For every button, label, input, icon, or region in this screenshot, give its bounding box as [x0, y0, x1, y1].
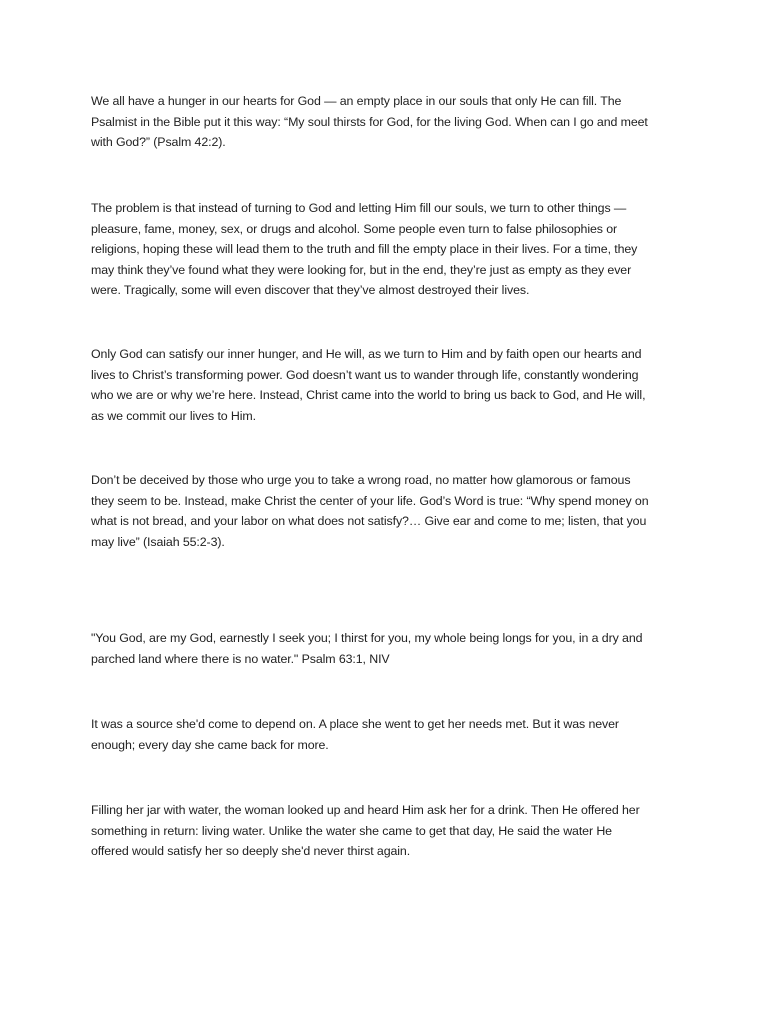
paragraph-psalm-63-quote: "You God, are my God, earnestly I seek you; I thirst for you, my whole being longs for you, in a dry and parched land where there is no water." Psalm 63:1, NIV	[91, 631, 643, 666]
paragraph-turning-to-other-things: The problem is that instead of turning to God and letting Him fill our souls, we turn to other things — pleasure, fame, money, sex, or drugs and alcohol. Some people even turn to false philosophies or religions, hoping these will lead them to the truth and fill the empty place in their lives. For a time, they may think they’ve found what they were looking for, but in the end, they’re just as empty as they ever were. Tragically, some will even discover that they’ve almost destroyed their lives.	[91, 201, 638, 297]
paragraph-living-water: Filling her jar with water, the woman looked up and heard Him ask her for a drink. Then He offered her something in return: living water. Unlike the water she came to get that day, He said the water He offered would satisfy her so deeply she'd never thirst again.	[91, 803, 640, 858]
paragraph-source-she-depended-on: It was a source she'd come to depend on. A place she went to get her needs met. But it was never enough; every day she came back for more.	[91, 717, 619, 752]
paragraph-only-god-satisfies: Only God can satisfy our inner hunger, and He will, as we turn to Him and by faith open our hearts and lives to Christ’s transforming power. God doesn’t want us to wander through life, constantly wondering who we are or why we’re here. Instead, Christ came into the world to bring us back to God, and He will, as we commit our lives to Him.	[91, 347, 646, 423]
paragraph-hunger-for-god: We all have a hunger in our hearts for God — an empty place in our souls that only He can fill. The Psalmist in the Bible put it this way: “My soul thirsts for God, for the living God. When can I go and meet with God?” (Psalm 42:2).	[91, 94, 648, 149]
paragraph-dont-be-deceived: Don’t be deceived by those who urge you to take a wrong road, no matter how glamorous or famous they seem to be. Instead, make Christ the center of your life. God’s Word is true: “Why spend money on what is not bread, and your labor on what does not satisfy?… Give ear and come to me; listen, that you may live” (Isaiah 55:2-3).	[91, 473, 649, 549]
